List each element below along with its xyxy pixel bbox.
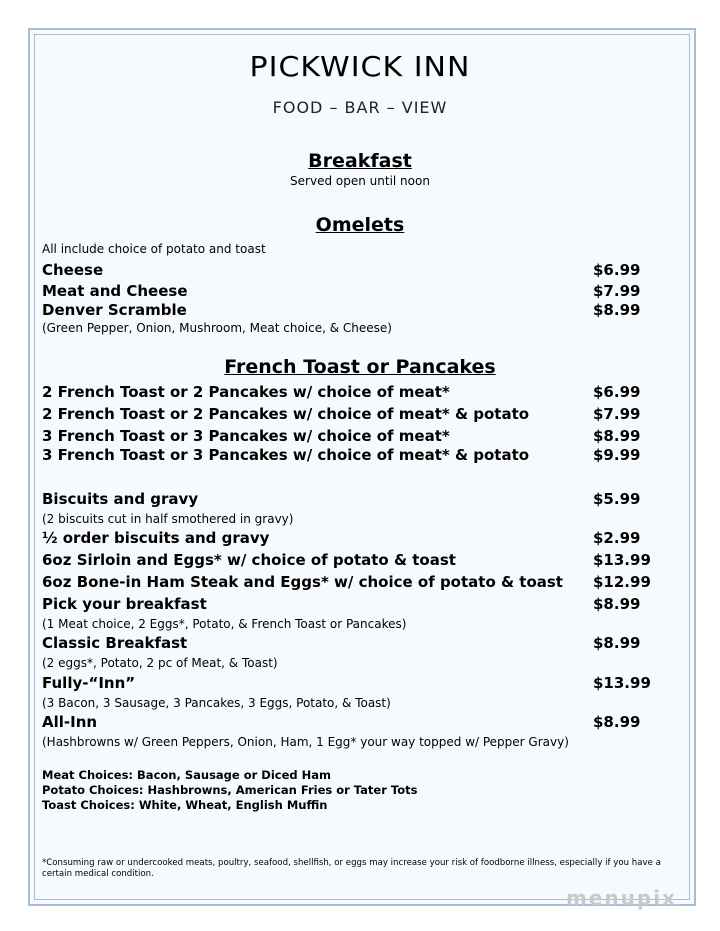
menu-item-price: $13.99 bbox=[593, 551, 651, 569]
french-toast-heading: French Toast or Pancakes bbox=[224, 356, 496, 378]
menu-item-name: Meat and Cheese bbox=[42, 282, 188, 300]
menu-item-name: 6oz Bone-in Ham Steak and Eggs* w/ choice of potato & toast bbox=[42, 573, 563, 591]
breakfast-heading: Breakfast bbox=[308, 150, 412, 172]
restaurant-tagline: FOOD – BAR – VIEW bbox=[272, 98, 448, 117]
menu-item-price: $7.99 bbox=[593, 282, 641, 300]
menu-item-name: Pick your breakfast bbox=[42, 595, 207, 613]
menu-item-name: Classic Breakfast bbox=[42, 634, 188, 652]
menu-item-price: $7.99 bbox=[593, 405, 641, 423]
meat-choices: Meat Choices: Bacon, Sausage or Diced Ham bbox=[42, 768, 331, 782]
menu-item-price: $8.99 bbox=[593, 634, 641, 652]
menu-item-name: Cheese bbox=[42, 261, 104, 279]
menu-item-price: $8.99 bbox=[593, 301, 641, 319]
menu-item-price: $6.99 bbox=[593, 261, 641, 279]
menu-item-description: (2 biscuits cut in half smothered in gravy) bbox=[42, 512, 294, 526]
menu-item-description: (1 Meat choice, 2 Eggs*, Potato, & French Toast or Pancakes) bbox=[42, 617, 407, 631]
menu-item-name: 6oz Sirloin and Eggs* w/ choice of potato & toast bbox=[42, 551, 456, 569]
menu-item-price: $2.99 bbox=[593, 529, 641, 547]
menu-item-name: Biscuits and gravy bbox=[42, 490, 199, 508]
food-safety-disclaimer: *Consuming raw or undercooked meats, poultry, seafood, shellfish, or eggs may increase your risk of foodborne illness, especially if you have a certain medical condition. bbox=[42, 858, 661, 879]
restaurant-title: PICKWICK INN bbox=[249, 51, 471, 84]
menu-item-price: $8.99 bbox=[593, 427, 641, 445]
menu-item-name: All-Inn bbox=[42, 713, 98, 731]
menu-item-price: $8.99 bbox=[593, 713, 641, 731]
menu-item-name: 2 French Toast or 2 Pancakes w/ choice of meat* & potato bbox=[42, 405, 530, 423]
omelets-heading: Omelets bbox=[315, 214, 405, 236]
menu-item-name: Fully-“Inn” bbox=[42, 674, 136, 692]
menu-item-description: (Hashbrowns w/ Green Peppers, Onion, Ham, 1 Egg* your way topped w/ Pepper Gravy) bbox=[42, 735, 569, 749]
menu-item-name: ½ order biscuits and gravy bbox=[42, 529, 270, 547]
watermark: menupix bbox=[566, 886, 677, 910]
menu-item-price: $12.99 bbox=[593, 573, 651, 591]
breakfast-hours-note: Served open until noon bbox=[290, 174, 430, 188]
menu-item-description: (2 eggs*, Potato, 2 pc of Meat, & Toast) bbox=[42, 656, 278, 670]
menu-item-price: $5.99 bbox=[593, 490, 641, 508]
toast-choices: Toast Choices: White, Wheat, English Muffin bbox=[42, 798, 328, 812]
menu-item-name: 3 French Toast or 3 Pancakes w/ choice of meat* & potato bbox=[42, 446, 530, 464]
menu-item-price: $9.99 bbox=[593, 446, 641, 464]
menu-item-name: Denver Scramble bbox=[42, 301, 187, 319]
menu-item-price: $13.99 bbox=[593, 674, 651, 692]
menu-item-price: $6.99 bbox=[593, 383, 641, 401]
potato-choices: Potato Choices: Hashbrowns, American Fries or Tater Tots bbox=[42, 783, 418, 797]
menu-item-description: (Green Pepper, Onion, Mushroom, Meat choice, & Cheese) bbox=[42, 321, 392, 335]
omelets-note: All include choice of potato and toast bbox=[42, 242, 266, 256]
menu-item-price: $8.99 bbox=[593, 595, 641, 613]
menu-item-description: (3 Bacon, 3 Sausage, 3 Pancakes, 3 Eggs, Potato, & Toast) bbox=[42, 696, 391, 710]
menu-item-name: 2 French Toast or 2 Pancakes w/ choice of meat* bbox=[42, 383, 450, 401]
menu-item-name: 3 French Toast or 3 Pancakes w/ choice of meat* bbox=[42, 427, 450, 445]
